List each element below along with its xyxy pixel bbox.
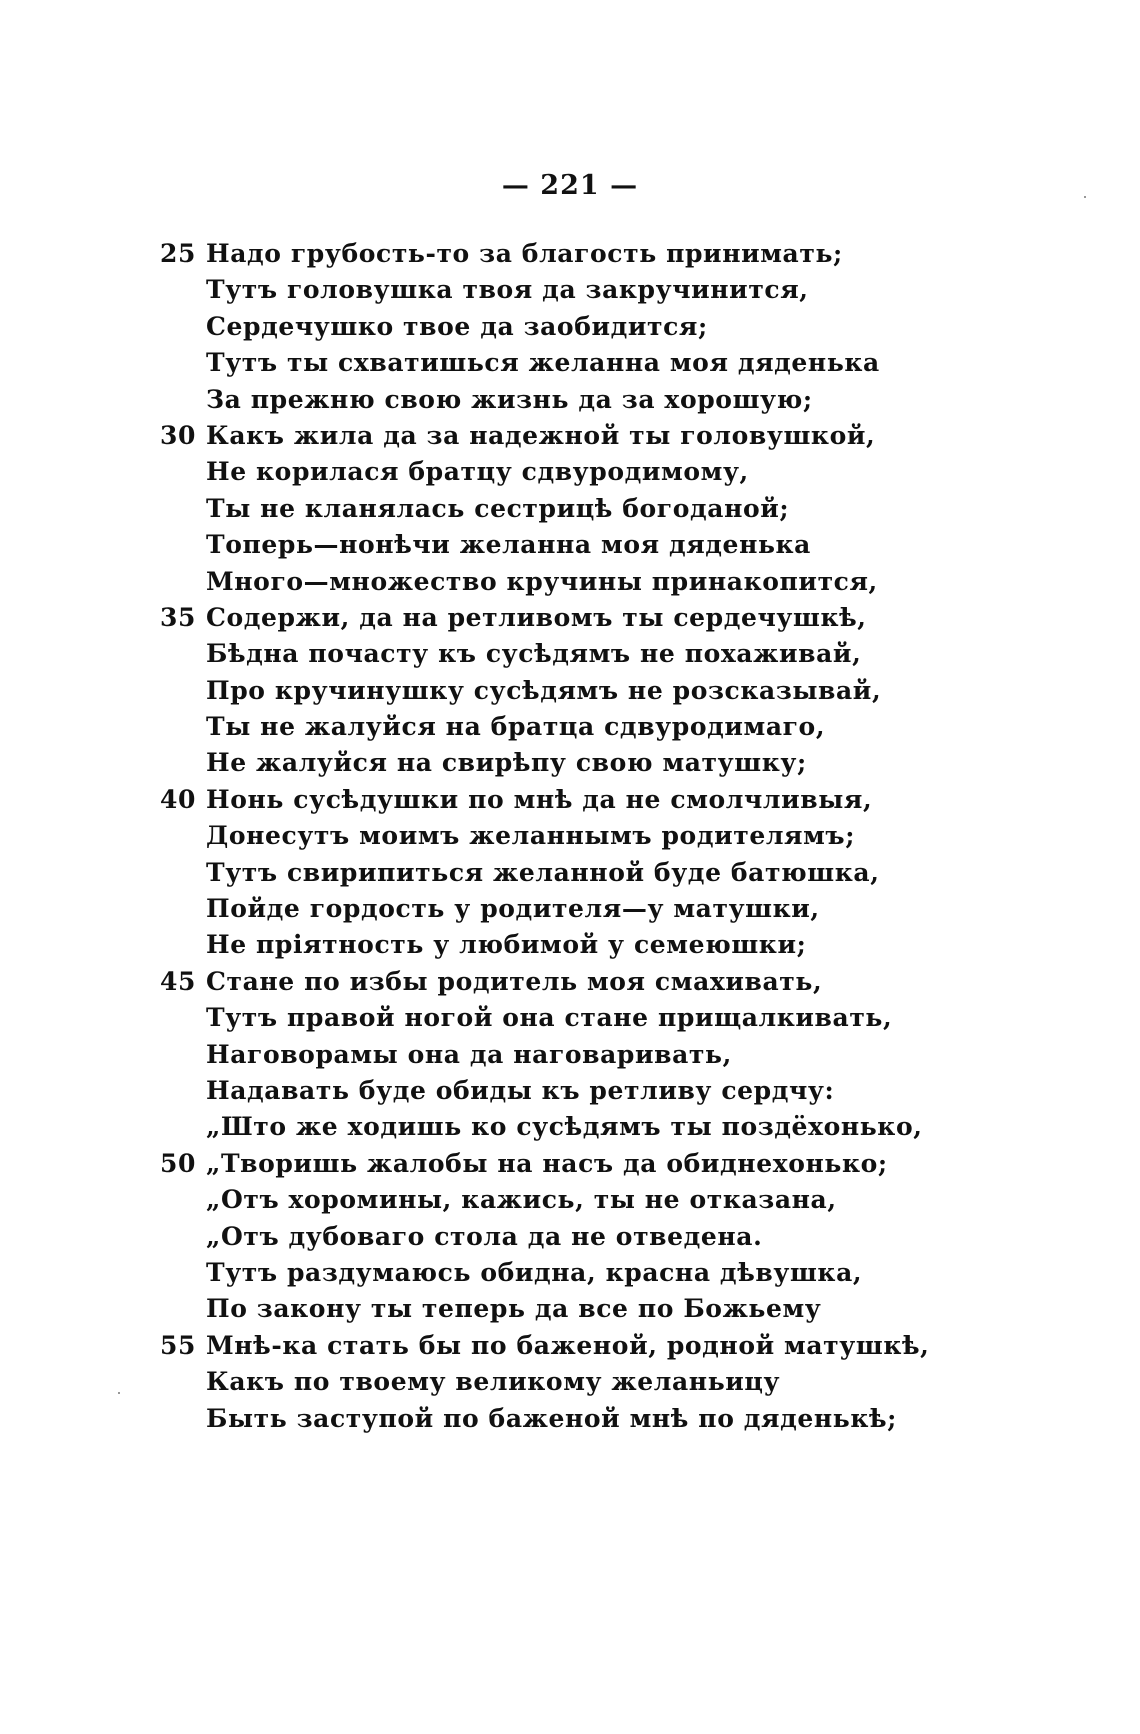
line-text: Тутъ раздумаюсь обидна, красна дѣвушка, bbox=[206, 1257, 863, 1287]
line-text: Не пріятность у любимой у семеюшки; bbox=[206, 930, 807, 960]
line-text: Не жалуйся на свирѣпу свою матушку; bbox=[206, 748, 807, 778]
poem-line bbox=[160, 1255, 1060, 1291]
poem-line bbox=[160, 491, 1060, 527]
line-text: Тутъ ты схватишься желанна моя дяденька bbox=[206, 348, 880, 378]
line-text: Тутъ головушка твоя да закручинится, bbox=[206, 275, 809, 305]
poem-line bbox=[160, 709, 1060, 745]
poem-line bbox=[160, 636, 1060, 672]
line-text: Тутъ правой ногой она стане прищалкивать, bbox=[206, 1003, 893, 1033]
line-text: Какъ жила да за надежной ты головушкой, bbox=[206, 420, 876, 450]
line-text: Донесутъ моимъ желаннымъ родителямъ; bbox=[206, 821, 856, 851]
line-text: Мнѣ-ка стать бы по баженой, родной матушкѣ, bbox=[206, 1330, 930, 1360]
poem-line bbox=[160, 1401, 1060, 1437]
poem-line bbox=[160, 745, 1060, 781]
poem-line bbox=[160, 818, 1060, 854]
poem-line bbox=[160, 236, 1060, 272]
poem-line bbox=[160, 1109, 1060, 1145]
line-text: Тутъ свирипиться желанной буде батюшка, bbox=[206, 857, 880, 887]
line-text: Сердечушко твое да заобидится; bbox=[206, 311, 708, 341]
line-text: Много—множество кручины принакопится, bbox=[206, 566, 878, 596]
line-number: 55 bbox=[160, 1330, 196, 1360]
poem-line bbox=[160, 964, 1060, 1000]
line-number: 35 bbox=[160, 602, 196, 632]
poem-line bbox=[160, 345, 1060, 381]
poem-line bbox=[160, 309, 1060, 345]
line-text: Ты не кланялась сестрицѣ богоданой; bbox=[206, 493, 790, 523]
line-number: 30 bbox=[160, 420, 196, 450]
poem-line bbox=[160, 1182, 1060, 1218]
poem-line bbox=[160, 1219, 1060, 1255]
line-text: Содержи, да на ретливомъ ты сердечушкѣ, bbox=[206, 602, 867, 632]
poem-line bbox=[160, 382, 1060, 418]
line-text: Ты не жалуйся на братца сдвуродимаго, bbox=[206, 712, 826, 742]
line-number: 40 bbox=[160, 784, 196, 814]
poem-line bbox=[160, 927, 1060, 963]
line-text: Не корилася братцу сдвуродимому, bbox=[206, 457, 749, 487]
poem-line bbox=[160, 564, 1060, 600]
line-text: „Отъ дубоваго стола да не отведена. bbox=[206, 1221, 763, 1251]
line-text: Нонь сусѣдушки по мнѣ да не смолчливыя, bbox=[206, 784, 873, 814]
line-text: Про кручинушку сусѣдямъ не розсказывай, bbox=[206, 675, 882, 705]
line-text: Надо грубость-то за благость принимать; bbox=[206, 239, 843, 268]
paper-speck bbox=[1084, 196, 1086, 198]
line-text: Надавать буде обиды къ ретливу сердчу: bbox=[206, 1075, 835, 1105]
poem-line bbox=[160, 527, 1060, 563]
poem-line bbox=[160, 1073, 1060, 1109]
poem-line bbox=[160, 1364, 1060, 1400]
line-text: Быть заступой по баженой мнѣ по дяденькѣ; bbox=[206, 1403, 897, 1433]
line-text: „Отъ хоромины, кажись, ты не отказана, bbox=[206, 1185, 837, 1215]
line-number: 45 bbox=[160, 966, 196, 996]
poem-line bbox=[160, 1000, 1060, 1036]
line-number: 50 bbox=[160, 1148, 196, 1178]
line-text: Наговорамы она да наговаривать, bbox=[206, 1039, 732, 1069]
poem-line bbox=[160, 600, 1060, 636]
page-number: — 221 — bbox=[501, 170, 639, 201]
poem-line bbox=[160, 454, 1060, 490]
poem-line bbox=[160, 891, 1060, 927]
poem-line bbox=[160, 1146, 1060, 1182]
line-text: Топерь—нонѣчи желанна моя дяденька bbox=[206, 530, 811, 560]
poem-line bbox=[160, 1037, 1060, 1073]
line-text: По закону ты теперь да все по Божьему bbox=[206, 1294, 822, 1324]
line-text: „Творишь жалобы на насъ да обиднехонько; bbox=[206, 1148, 888, 1178]
poem-text bbox=[160, 236, 1060, 1437]
line-number: 25 bbox=[160, 239, 196, 268]
line-text: Бѣдна почасту къ сусѣдямъ не похаживай, bbox=[206, 639, 862, 669]
poem-line bbox=[160, 782, 1060, 818]
poem-line bbox=[160, 272, 1060, 308]
poem-line bbox=[160, 1291, 1060, 1327]
line-text: „Што же ходишь ко сусѣдямъ ты поздёхонько, bbox=[206, 1112, 923, 1142]
poem-line bbox=[160, 418, 1060, 454]
line-text: За прежню свою жизнь да за хорошую; bbox=[206, 384, 813, 414]
line-text: Пойде гордость у родителя—у матушки, bbox=[206, 894, 820, 924]
poem-line bbox=[160, 855, 1060, 891]
line-text: Какъ по твоему великому желаньицу bbox=[206, 1367, 781, 1397]
paper-speck bbox=[118, 1392, 120, 1394]
poem-line bbox=[160, 673, 1060, 709]
poem-line bbox=[160, 1328, 1060, 1364]
line-text: Стане по избы родитель моя смахивать, bbox=[206, 966, 823, 996]
